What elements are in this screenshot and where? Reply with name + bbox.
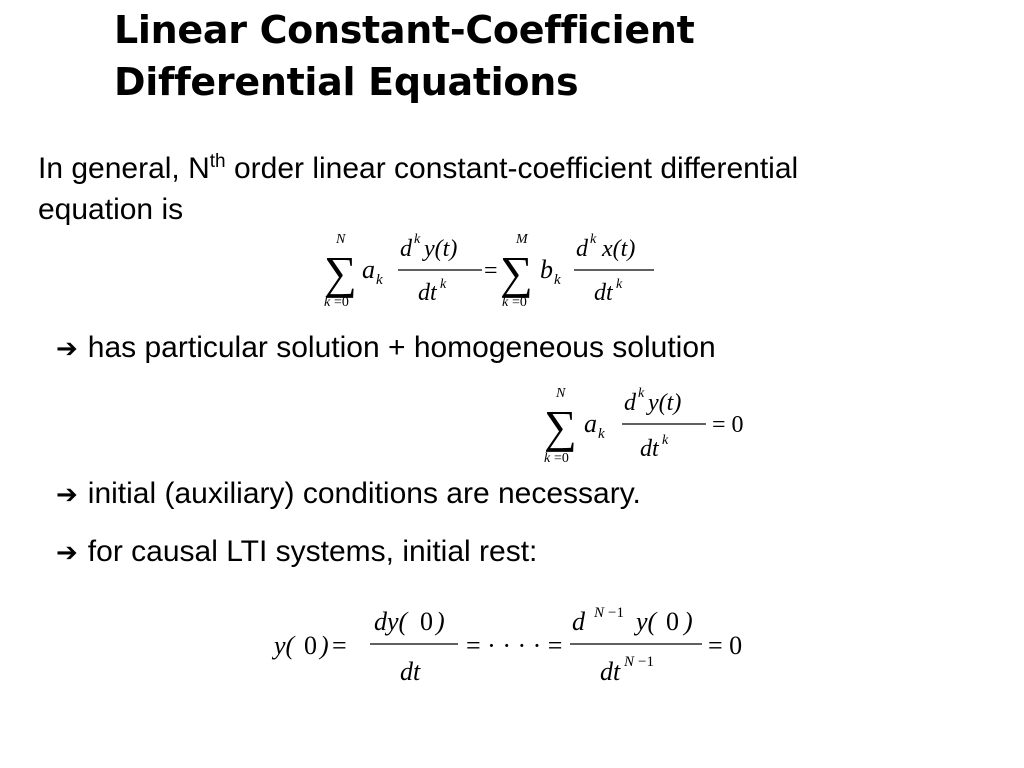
svg-text:−1: −1 [608,605,624,621]
arrow-right-icon: ➔ [56,538,78,568]
svg-text:a: a [584,409,597,438]
svg-text:k: k [414,232,421,247]
svg-text:d: d [576,236,588,262]
svg-text:M: M [516,232,528,247]
arrow-right-icon: ➔ [56,334,78,364]
svg-text:): ) [684,607,693,636]
svg-text:d: d [624,390,636,416]
svg-text:∑: ∑ [500,247,533,298]
svg-text:d: d [400,236,412,262]
svg-text:=0: =0 [512,295,527,310]
svg-text:∑: ∑ [544,401,577,452]
svg-text:): ) [436,607,445,636]
svg-text:k: k [324,295,331,310]
svg-text:= · · · · =: = · · · · = [466,631,563,660]
svg-text:a: a [362,255,375,284]
svg-text:N: N [556,386,566,401]
svg-text:y(t): y(t) [648,390,682,416]
svg-text:=0: =0 [334,295,349,310]
svg-text:−1: −1 [638,654,654,670]
svg-text:k: k [662,433,669,448]
svg-text:dt: dt [640,436,659,462]
svg-text:k: k [554,272,561,288]
svg-text:): ) [320,631,329,660]
svg-text:k: k [440,277,447,292]
intro-text-part1: In general, N [38,152,210,185]
svg-text:dy(: dy( [374,607,408,636]
svg-text:k: k [544,451,551,466]
svg-text:0: 0 [420,607,433,636]
homogeneous-equation [540,380,770,470]
svg-text:N: N [336,232,346,247]
svg-text:dt: dt [600,657,621,686]
svg-text:k: k [616,277,623,292]
svg-text:dt: dt [418,280,437,306]
svg-text:k: k [598,426,605,442]
svg-text:k: k [502,295,509,310]
bullet-initial-conditions [56,477,641,511]
svg-text:=0: =0 [554,451,569,466]
svg-text:= 0: = 0 [708,631,743,660]
svg-text:=: = [484,258,498,284]
svg-text:d: d [572,607,585,636]
svg-text:N: N [594,605,605,621]
intro-line-2: equation is [38,193,184,226]
intro-superscript: th [209,151,226,172]
svg-text:N: N [624,654,635,670]
svg-text:=: = [332,631,347,660]
svg-text:y(: y( [274,631,295,660]
svg-text:∑: ∑ [324,247,357,298]
svg-text:y(t): y(t) [424,236,458,262]
slide-title [114,4,694,108]
title-line-1: Linear Constant-Coefficient [114,8,695,52]
title-line-2: Differential Equations [114,60,579,104]
bullet-1-text: has particular solution + homogeneous solution [87,331,716,364]
svg-text:k: k [638,386,645,401]
svg-text:k: k [590,232,597,247]
svg-text:b: b [540,255,553,284]
initial-rest-equation [270,598,770,693]
general-differential-equation [320,226,660,316]
svg-text:k: k [376,272,383,288]
arrow-right-icon: ➔ [56,480,78,510]
bullet-particular-homogeneous [56,331,716,365]
svg-text:0: 0 [666,607,679,636]
svg-text:y(: y( [636,607,657,636]
svg-text:= 0: = 0 [712,412,744,438]
bullet-3-text: for causal LTI systems, initial rest: [87,535,538,568]
svg-text:0: 0 [304,631,317,660]
svg-text:dt: dt [594,280,613,306]
bullet-initial-rest [56,535,537,569]
intro-line-1 [38,152,798,186]
svg-text:dt: dt [400,657,421,686]
intro-text-part2: order linear constant-coefficient differential [225,152,799,185]
svg-text:x(t): x(t) [602,236,636,262]
bullet-2-text: initial (auxiliary) conditions are necessary. [87,477,641,510]
